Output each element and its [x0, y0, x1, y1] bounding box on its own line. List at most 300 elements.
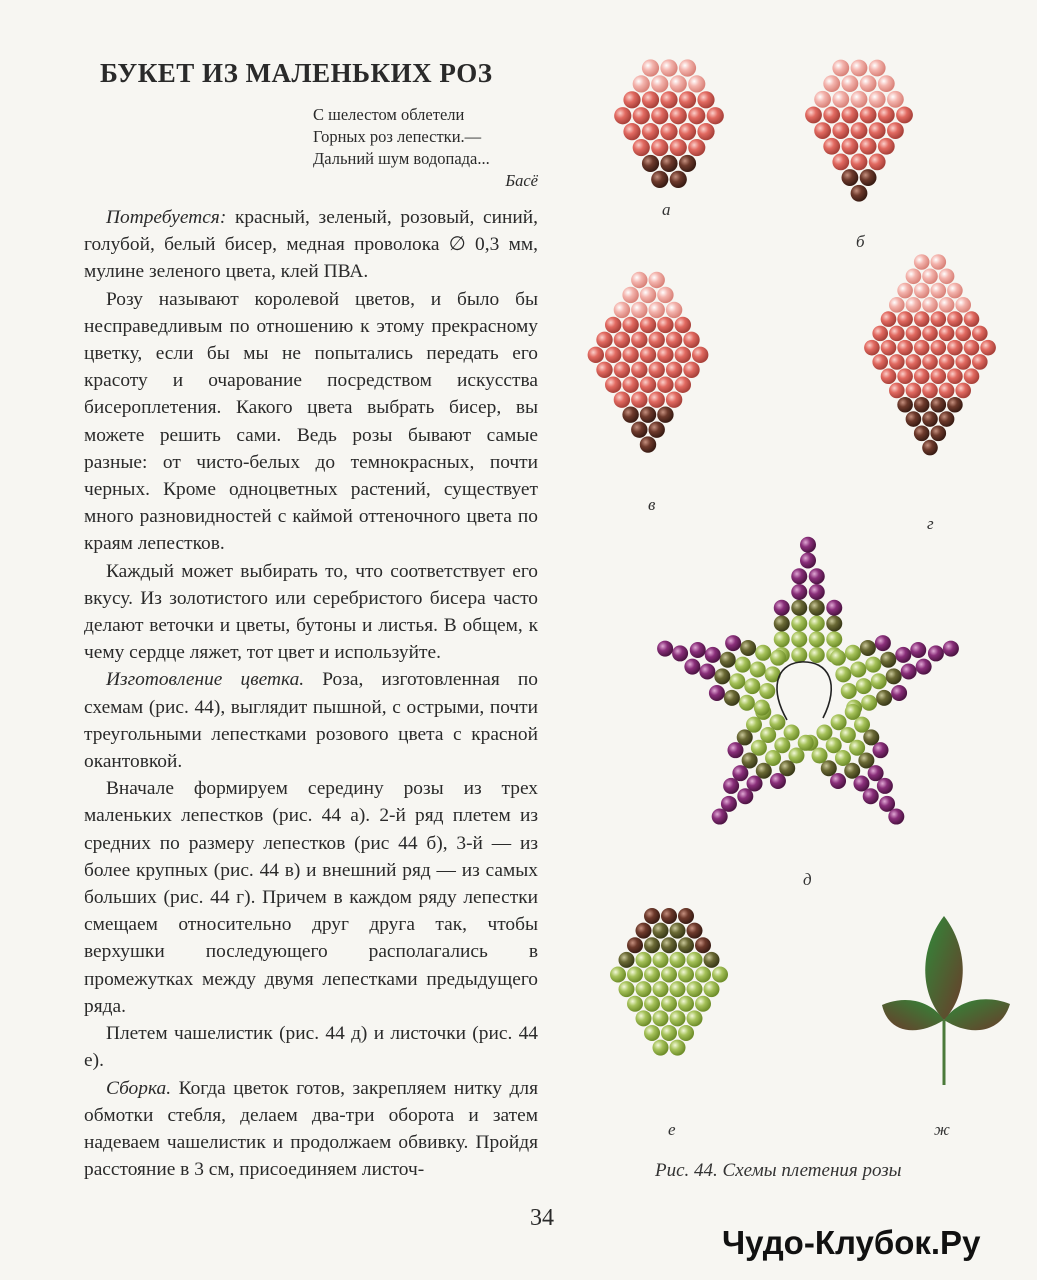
bead: [939, 354, 955, 370]
bead: [914, 283, 930, 299]
bead: [791, 584, 807, 600]
bead: [651, 171, 668, 188]
bead: [823, 138, 840, 155]
bead: [906, 411, 922, 427]
bead: [640, 347, 656, 363]
bead: [688, 107, 705, 124]
bead: [690, 642, 706, 658]
bead: [812, 748, 828, 764]
bead: [880, 652, 896, 668]
bead: [695, 937, 711, 953]
bead: [640, 317, 656, 333]
bead: [675, 347, 691, 363]
bead: [723, 778, 739, 794]
bead: [623, 123, 640, 140]
bead: [784, 725, 800, 741]
bead: [875, 635, 891, 651]
bead: [832, 122, 849, 139]
bead: [809, 600, 825, 616]
bead: [798, 735, 814, 751]
bead: [687, 1010, 703, 1026]
bead: [721, 796, 737, 812]
bead: [627, 966, 643, 982]
bead: [922, 383, 938, 399]
bead: [860, 138, 877, 155]
bead: [922, 326, 938, 342]
bead: [931, 311, 947, 327]
bead: [653, 952, 669, 968]
bead: [897, 368, 913, 384]
bead: [872, 354, 888, 370]
bead: [860, 169, 877, 186]
bead: [791, 631, 807, 647]
bead: [869, 122, 886, 139]
bead: [881, 368, 897, 384]
bead: [670, 139, 687, 156]
bead: [931, 426, 947, 442]
bead: [881, 340, 897, 356]
bead: [877, 778, 893, 794]
bead: [805, 107, 822, 124]
bead: [916, 659, 932, 675]
paragraph-lead: Сборка.: [106, 1077, 172, 1099]
bead: [858, 752, 874, 768]
bead: [660, 123, 677, 140]
bead: [879, 796, 895, 812]
bead: [889, 383, 905, 399]
bead: [872, 326, 888, 342]
paragraph-lead: Изготовление цветка.: [106, 669, 305, 691]
bead: [640, 377, 656, 393]
bead: [830, 773, 846, 789]
bead: [850, 661, 866, 677]
bead: [683, 362, 699, 378]
bead: [588, 347, 604, 363]
bead: [939, 326, 955, 342]
bead: [670, 107, 687, 124]
bead: [679, 123, 696, 140]
bead: [878, 75, 895, 92]
bead: [868, 765, 884, 781]
bead: [644, 996, 660, 1012]
bead: [914, 368, 930, 384]
bead: [622, 287, 638, 303]
bead: [605, 377, 621, 393]
bead: [666, 362, 682, 378]
bead: [861, 695, 877, 711]
bead: [865, 657, 881, 673]
bead: [889, 326, 905, 342]
bead: [627, 937, 643, 953]
bead: [760, 727, 776, 743]
bead: [704, 952, 720, 968]
bead: [774, 616, 790, 632]
bead: [832, 154, 849, 171]
label-d: д: [803, 870, 812, 889]
bead: [821, 760, 837, 776]
bead: [756, 763, 772, 779]
bead: [657, 317, 673, 333]
bead: [914, 426, 930, 442]
bead: [633, 139, 650, 156]
bead: [725, 635, 741, 651]
bead: [939, 383, 955, 399]
bead: [788, 748, 804, 764]
bead: [695, 996, 711, 1012]
bead: [906, 326, 922, 342]
bead: [610, 966, 626, 982]
bead: [864, 340, 880, 356]
bead: [622, 377, 638, 393]
bead: [826, 737, 842, 753]
bead: [678, 1025, 694, 1041]
bead: [928, 645, 944, 661]
bead: [869, 154, 886, 171]
bead: [779, 760, 795, 776]
bead: [851, 60, 868, 77]
bead: [939, 268, 955, 284]
bead: [657, 377, 673, 393]
bead: [823, 75, 840, 92]
bead: [657, 287, 673, 303]
bead: [688, 139, 705, 156]
bead: [623, 91, 640, 108]
bead: [657, 641, 673, 657]
epigraph-line: Дальний шум водопада...: [313, 149, 490, 168]
bead: [596, 332, 612, 348]
bead: [666, 392, 682, 408]
bead: [712, 966, 728, 982]
bead: [851, 185, 868, 202]
bead: [835, 666, 851, 682]
bead: [809, 647, 825, 663]
bead: [851, 91, 868, 108]
paragraph-lead: Потребуется:: [106, 207, 227, 228]
bead: [666, 332, 682, 348]
bead: [845, 645, 861, 661]
epigraph-line: С шелестом облетели: [313, 105, 465, 124]
bead: [873, 742, 889, 758]
bead: [809, 568, 825, 584]
bead: [636, 981, 652, 997]
bead: [770, 773, 786, 789]
sepal-diagram-d: [657, 537, 959, 825]
bead: [678, 996, 694, 1012]
bead: [943, 641, 959, 657]
bead: [897, 283, 913, 299]
bead: [964, 368, 980, 384]
bead: [814, 91, 831, 108]
bead: [704, 981, 720, 997]
bead: [687, 952, 703, 968]
bead: [687, 981, 703, 997]
bead: [692, 347, 708, 363]
bead: [791, 568, 807, 584]
bead: [770, 650, 786, 666]
bead: [660, 91, 677, 108]
bead: [751, 740, 767, 756]
bead: [955, 354, 971, 370]
bead: [939, 297, 955, 313]
bead: [947, 397, 963, 413]
bead: [897, 311, 913, 327]
bead: [854, 717, 870, 733]
bead: [729, 673, 745, 689]
bead: [660, 155, 677, 172]
bead: [746, 717, 762, 733]
bead: [809, 616, 825, 632]
bead: [614, 107, 631, 124]
bead: [653, 1040, 669, 1056]
bead: [649, 332, 665, 348]
bead: [670, 171, 687, 188]
bead: [605, 317, 621, 333]
bead: [737, 788, 753, 804]
bead: [759, 683, 775, 699]
label-e: е: [668, 1120, 676, 1139]
bead: [678, 937, 694, 953]
bead: [661, 937, 677, 953]
bead: [683, 332, 699, 348]
bead: [800, 537, 816, 553]
bead: [869, 60, 886, 77]
figure-caption: Рис. 44. Схемы плетения розы: [655, 1160, 902, 1181]
thread-loop: [777, 662, 831, 720]
bead: [642, 155, 659, 172]
bead: [649, 392, 665, 408]
bead: [631, 302, 647, 318]
bead: [727, 742, 743, 758]
bead: [851, 122, 868, 139]
bead: [631, 272, 647, 288]
bead: [947, 283, 963, 299]
bead: [914, 254, 930, 270]
bead: [931, 397, 947, 413]
petal-diagram-v: [588, 272, 709, 453]
bead: [670, 1040, 686, 1056]
bead: [649, 421, 665, 437]
bead: [906, 354, 922, 370]
bead: [955, 297, 971, 313]
page-number: 34: [530, 1205, 554, 1231]
bead: [845, 704, 861, 720]
bead: [644, 1025, 660, 1041]
bead: [695, 966, 711, 982]
bead: [642, 91, 659, 108]
bead: [881, 311, 897, 327]
bead: [823, 107, 840, 124]
paragraph-text: Вначале формируем середину розы из трех маленьких лепестков (рис. 44 а). 2-й ряд плетем из средних по размеру лепестков (рис 44 б), 3-й — из более крупных (рис. 44 в) и внешний ряд — из самых больших (рис. 44 г). Причем в каждом ряду лепестки смещаем относительно друг друга так, чтобы верхушки последующего располагались в промежутках между двумя лепестками предыдущего ряда.: [84, 778, 538, 1017]
bead: [947, 368, 963, 384]
bead: [660, 59, 677, 76]
petal-diagram-a: [614, 59, 724, 188]
bead: [684, 659, 700, 675]
bead: [661, 996, 677, 1012]
bead: [826, 631, 842, 647]
bead: [631, 421, 647, 437]
bead: [826, 600, 842, 616]
bead: [651, 139, 668, 156]
bead: [809, 631, 825, 647]
bead: [826, 616, 842, 632]
bead: [735, 657, 751, 673]
label-zh: ж: [934, 1120, 950, 1139]
bead: [832, 91, 849, 108]
bead: [644, 966, 660, 982]
bead: [931, 340, 947, 356]
bead: [679, 91, 696, 108]
bead: [709, 685, 725, 701]
bead: [791, 616, 807, 632]
bead: [842, 169, 859, 186]
petal-diagram-b: [805, 60, 913, 202]
bead: [906, 383, 922, 399]
bead: [889, 354, 905, 370]
paragraph-text: Каждый может выбирать то, что соответствует его вкусу. Из золотистого или серебристого бисера часто делают веточки и цветы, бутоны и листья. В общем, к чему сердце ляжет, тот цвет и используйте.: [84, 560, 538, 664]
bead: [831, 714, 847, 730]
bead: [980, 340, 996, 356]
bead: [633, 107, 650, 124]
bead: [642, 123, 659, 140]
bead: [869, 91, 886, 108]
bead: [649, 362, 665, 378]
bead: [922, 268, 938, 284]
bead: [774, 600, 790, 616]
bead: [878, 107, 895, 124]
bead: [750, 661, 766, 677]
bead: [742, 752, 758, 768]
bead: [964, 311, 980, 327]
bead: [922, 354, 938, 370]
bead: [679, 59, 696, 76]
bead: [840, 727, 856, 743]
bead: [636, 1010, 652, 1026]
bead: [614, 332, 630, 348]
petal-diagram-g: [864, 254, 996, 455]
leaf-top: [925, 916, 963, 1020]
bead: [841, 683, 857, 699]
bead: [653, 981, 669, 997]
bead: [842, 107, 859, 124]
bead: [644, 908, 660, 924]
bead: [906, 268, 922, 284]
bead: [947, 340, 963, 356]
bead: [661, 908, 677, 924]
bead: [931, 283, 947, 299]
bead: [914, 397, 930, 413]
bead: [661, 1025, 677, 1041]
bead: [887, 122, 904, 139]
bead: [891, 685, 907, 701]
bead: [955, 383, 971, 399]
bead: [939, 411, 955, 427]
paragraph-text: Когда цветок готов, закрепляем нитку для обмотки стебля, делаем два-три оборота и затем надеваем чашелистик и продолжаем обвивку. Пройдя расстояние в 3 см, присоединяем листоч-: [84, 1077, 538, 1181]
bead: [631, 392, 647, 408]
bead: [851, 154, 868, 171]
bead: [791, 600, 807, 616]
bead: [860, 640, 876, 656]
bead: [901, 663, 917, 679]
bead: [640, 406, 656, 422]
bead: [649, 302, 665, 318]
bead: [906, 297, 922, 313]
bead: [737, 729, 753, 745]
bead: [740, 640, 756, 656]
bead: [720, 652, 736, 668]
bead: [769, 714, 785, 730]
bead: [842, 75, 859, 92]
bead: [714, 668, 730, 684]
bead: [765, 750, 781, 766]
bead: [754, 700, 770, 716]
bead: [707, 107, 724, 124]
bead: [605, 347, 621, 363]
bead: [640, 287, 656, 303]
leaf-illustration-zh: [882, 916, 1010, 1085]
bead: [622, 406, 638, 422]
bead: [830, 650, 846, 666]
bead: [631, 332, 647, 348]
bead: [856, 678, 872, 694]
bead: [651, 107, 668, 124]
bead: [670, 952, 686, 968]
bead: [888, 809, 904, 825]
bead: [633, 75, 650, 92]
bead: [622, 317, 638, 333]
bead: [832, 60, 849, 77]
watermark: Чудо-Клубок.Ру: [722, 1224, 981, 1261]
bead: [697, 123, 714, 140]
label-a: а: [662, 200, 671, 219]
bead: [687, 923, 703, 939]
bead: [871, 673, 887, 689]
bead: [712, 809, 728, 825]
bead: [678, 908, 694, 924]
bead: [889, 297, 905, 313]
bead: [744, 678, 760, 694]
bead: [642, 59, 659, 76]
bead: [964, 340, 980, 356]
bead: [947, 311, 963, 327]
bead: [863, 788, 879, 804]
bead: [636, 952, 652, 968]
bead: [675, 377, 691, 393]
bead: [914, 311, 930, 327]
bead: [897, 340, 913, 356]
bead: [814, 122, 831, 139]
bead: [679, 155, 696, 172]
bead: [897, 397, 913, 413]
bead: [622, 347, 638, 363]
bead: [922, 297, 938, 313]
bead: [657, 347, 673, 363]
bead: [653, 923, 669, 939]
bead: [678, 966, 694, 982]
epigraph-author: Басё: [505, 171, 538, 190]
epigraph-line: Горных роз лепестки.—: [313, 127, 482, 146]
bead: [774, 737, 790, 753]
bead: [699, 663, 715, 679]
bead: [688, 75, 705, 92]
bead: [614, 362, 630, 378]
bead: [627, 996, 643, 1012]
bead: [886, 668, 902, 684]
bead: [922, 440, 938, 456]
bead: [724, 690, 740, 706]
bead: [955, 326, 971, 342]
bead: [614, 302, 630, 318]
bead: [657, 406, 673, 422]
